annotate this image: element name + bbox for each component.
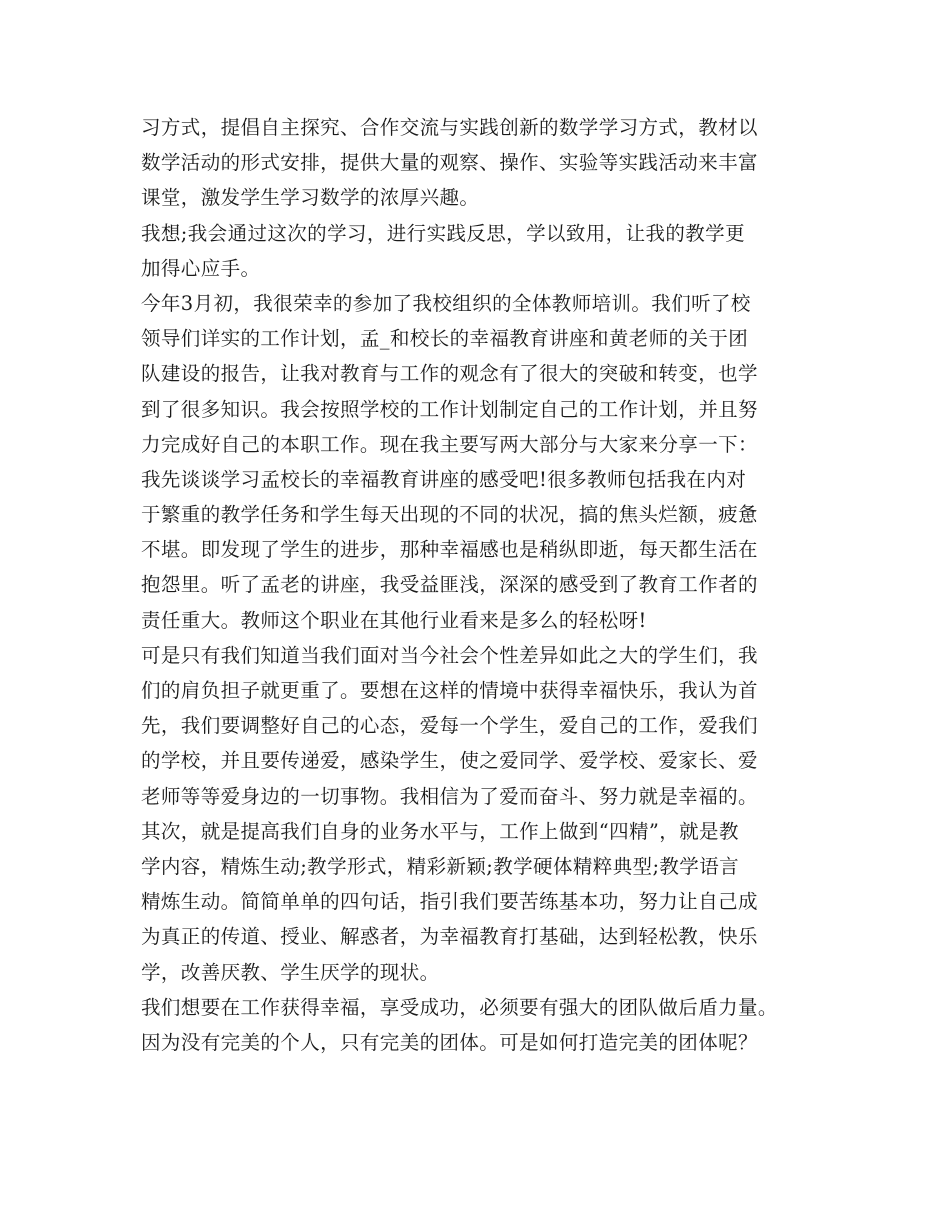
text-line: 的学校，并且要传递爱，感染学生，使之爱同学、爱学校、爱家长、爱 [141, 749, 758, 773]
text-line: 可是只有我们知道当我们面对当今社会个性差异如此之大的学生们，我 [141, 643, 758, 667]
text-line: 习方式，提倡自主探究、合作交流与实践创新的数学学习方式，教材以 [141, 116, 758, 139]
text-line: 其次，就是提高我们自身的业务水平与，工作上做到“四精”，就是教 [141, 819, 739, 843]
text-line: 学，改善厌教、学生厌学的现状。 [141, 960, 440, 984]
text-line: 老师等等爱身边的一切事物。我相信为了爱而奋斗、努力就是幸福的。 [141, 784, 758, 808]
text-line: 到了很多知识。我会按照学校的工作计划制定自己的工作计划，并且努 [141, 397, 758, 421]
text-line: 力完成好自己的本职工作。现在我主要写两大部分与大家来分享一下： [141, 432, 758, 456]
document-page [141, 110, 831, 1060]
text-line: 今年3月初，我很荣幸的参加了我校组织的全体教师培训。我们听了校 [141, 291, 751, 315]
text-line: 于繁重的教学任务和学生每天出现的不同的状况，搞的焦头烂额，疲惫 [141, 503, 758, 527]
text-line: 我们想要在工作获得幸福，享受成功，必须要有强大的团队做后盾力量。 [141, 995, 778, 1019]
text-line: 加得心应手。 [141, 256, 261, 280]
text-line: 我想;我会通过这次的学习，进行实践反思，学以致用，让我的教学更 [141, 221, 745, 245]
text-line: 领导们详实的工作计划，孟_和校长的幸福教育讲座和黄老师的关于团 [141, 327, 749, 351]
text-line: 先，我们要调整好自己的心态，爱每一个学生，爱自己的工作，爱我们 [141, 714, 758, 738]
text-line: 不堪。即发现了学生的进步，那种幸福感也是稍纵即逝，每天都生活在 [141, 538, 758, 562]
text-line: 队建设的报告，让我对教育与工作的观念有了很大的突破和转变，也学 [141, 362, 758, 386]
text-line: 责任重大。教师这个职业在其他行业看来是多么的轻松呀! [141, 608, 647, 632]
text-line: 们的肩负担子就更重了。要想在这样的情境中获得幸福快乐，我认为首 [141, 679, 758, 702]
text-line: 课堂，激发学生学习数学的浓厚兴趣。 [141, 186, 480, 210]
text-line: 抱怨里。听了孟老的讲座，我受益匪浅，深深的感受到了教育工作者的 [141, 573, 758, 597]
text-line: 为真正的传道、授业、解惑者，为幸福教育打基础，达到轻松教，快乐 [141, 925, 758, 949]
text-line: 精炼生动。简简单单的四句话，指引我们要苦练基本功，努力让自己成 [141, 890, 758, 914]
text-line: 数学活动的形式安排，提供大量的观察、操作、实验等实践活动来丰富 [141, 151, 758, 175]
text-line: 因为没有完美的个人，只有完美的团体。可是如何打造完美的团体呢？ [141, 1030, 758, 1054]
text-line: 我先谈谈学习孟校长的幸福教育讲座的感受吧!很多教师包括我在内对 [141, 467, 747, 491]
text-line: 学内容，精炼生动;教学形式，精彩新颖;教学硬体精粹典型;教学语言 [141, 854, 740, 878]
